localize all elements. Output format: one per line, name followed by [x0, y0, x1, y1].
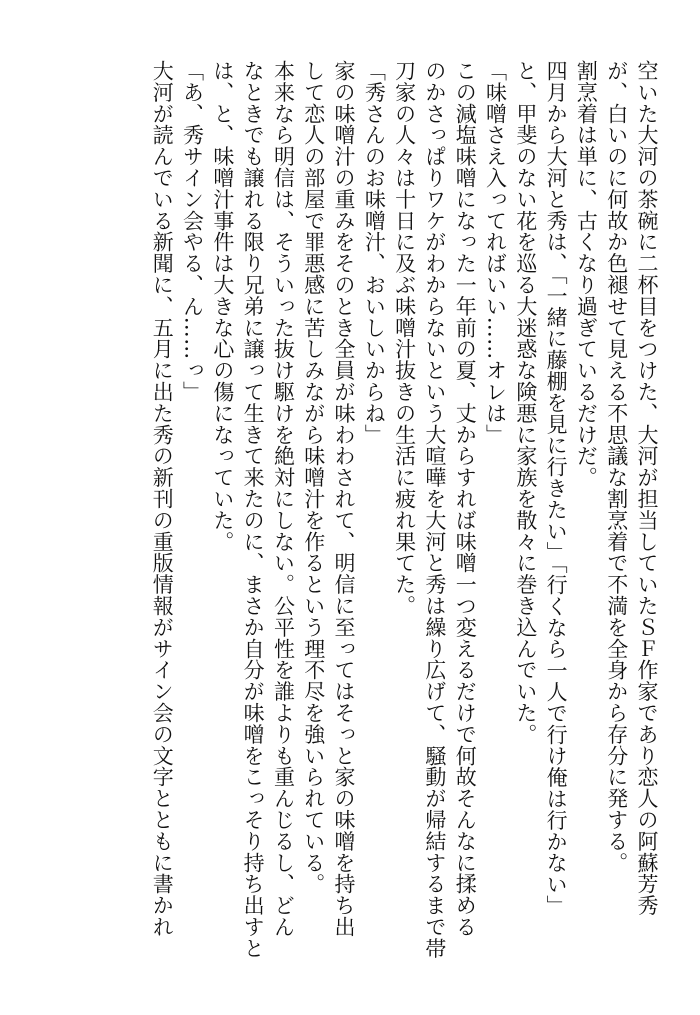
text-line: 空いた大河の茶碗に二杯目をつけた、大河が担当していたＳＦ作家であり恋人の阿蘇芳秀: [635, 60, 659, 916]
text-line: なときでも譲れる限り兄弟に譲って生きて来たのに、まさか自分が味噌をこっそり持ち出すと: [241, 60, 266, 959]
text-line: 本来なら明信は、そういった抜け駆けを絶対にしない。公平性を誰よりも重んじるし、どん: [271, 60, 296, 938]
text-line: 家の味噌汁の重みをそのとき全員が味わわされて、明信に至ってはそっと家の味噌を持ち出: [332, 60, 357, 938]
text-line: 四月から大河と秀は、「一緒に藤棚を見に行きたい」「行くなら一人で行け俺は行かない」: [544, 60, 569, 917]
text-line: この減塩味噌になった一年前の夏、丈からすれば味噌一つ変えるだけで何故そんなに揉める: [453, 60, 478, 938]
text-line: と、甲斐のない花を巡る大迷惑な険悪に家族を散々に巻き込んでいた。: [513, 60, 538, 745]
text-line: 刀家の人々は十日に及ぶ味噌汁抜きの生活に疲れ果てた。: [392, 60, 417, 617]
text-line: 「あ、秀サイン会やる、ん……っ」: [180, 60, 205, 403]
text-line: して恋人の部屋で罪悪感に苦しみながら味噌汁を作るという理不尽を強いられている。: [301, 60, 326, 895]
text-line: は、と、味噌汁事件は大きな心の傷になっていた。: [210, 60, 235, 553]
text-line: のかさっぱりワケがわからないという大喧嘩を大河と秀は繰り広げて、騒動が帰結するまで帯: [422, 60, 447, 959]
vertical-text-body: [147, 60, 662, 960]
text-line: 大河が読んでいる新聞に、五月に出た秀の新刊の重版情報がサイン会の文字とともに書かれ: [150, 60, 175, 938]
text-line: 「秀さんのお味噌汁、おいしいからね」: [362, 60, 387, 446]
text-line: が、白いのに何故か色褪せて見える不思議な割烹着で不満を全身から存分に発する。: [604, 60, 629, 874]
text-line: 「味噌さえ入ってればいい……オレは」: [483, 60, 508, 446]
text-line: 割烹着は単に、古くなり過ぎているだけだ。: [574, 60, 599, 488]
